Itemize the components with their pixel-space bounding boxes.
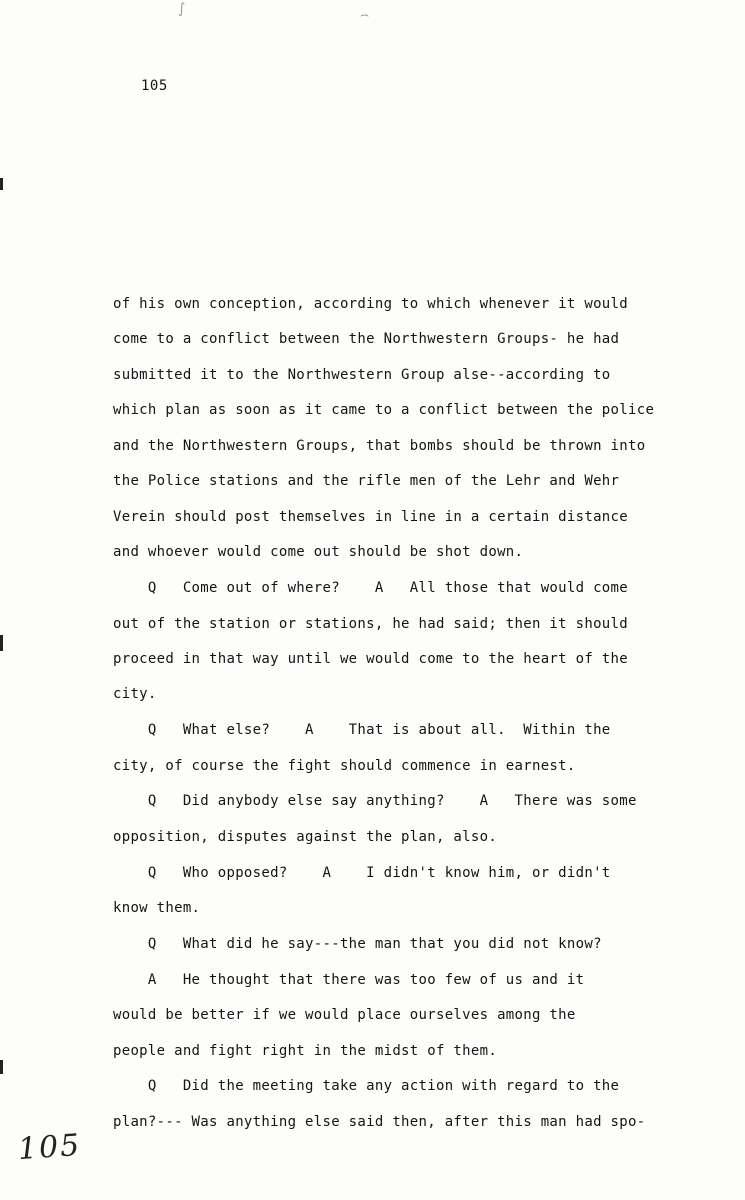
text-line: out of the station or stations, he had said; then it should: [113, 616, 628, 632]
scan-edge-mark: [0, 1060, 3, 1074]
text-line: come to a conflict between the Northwestern Groups- he had: [113, 331, 620, 347]
scan-smudge: ∫: [178, 1, 186, 17]
text-line: Q Did the meeting take any action with regard to the: [113, 1078, 620, 1094]
text-line: Q Did anybody else say anything? A There was some: [113, 793, 637, 809]
text-line: Q What else? A That is about all. Within the: [113, 722, 611, 738]
text-line: plan?--- Was anything else said then, after this man had spo-: [113, 1114, 646, 1130]
text-line: city, of course the fight should commence in earnest.: [113, 758, 576, 774]
scan-edge-mark: [0, 178, 3, 190]
text-line: submitted it to the Northwestern Group alse--according to: [113, 367, 611, 383]
text-line: would be better if we would place ourselves among the: [113, 1007, 576, 1023]
text-line: which plan as soon as it came to a conflict between the police: [113, 402, 655, 418]
text-line: and the Northwestern Groups, that bombs should be thrown into: [113, 438, 646, 454]
text-line: opposition, disputes against the plan, also.: [113, 829, 498, 845]
handwritten-page-number: 105: [16, 1127, 83, 1168]
text-line: Q Who opposed? A I didn't know him, or didn't: [113, 865, 611, 881]
text-line: Q What did he say---the man that you did not know?: [113, 936, 602, 952]
scan-smudge: ⌢: [360, 7, 370, 23]
text-line: know them.: [113, 900, 201, 916]
text-line: proceed in that way until we would come to the heart of the: [113, 651, 628, 667]
text-line: people and fight right in the midst of them.: [113, 1043, 498, 1059]
text-line: Verein should post themselves in line in a certain distance: [113, 509, 628, 525]
text-line: city.: [113, 686, 157, 702]
text-line: of his own conception, according to which whenever it would: [113, 296, 628, 312]
text-line: and whoever would come out should be shot down.: [113, 544, 524, 560]
page-number: 105: [141, 78, 168, 94]
scan-edge-mark: [0, 635, 3, 651]
text-line: the Police stations and the rifle men of the Lehr and Wehr: [113, 473, 620, 489]
text-line: Q Come out of where? A All those that would come: [113, 580, 628, 596]
text-line: A He thought that there was too few of us and it: [113, 972, 585, 988]
